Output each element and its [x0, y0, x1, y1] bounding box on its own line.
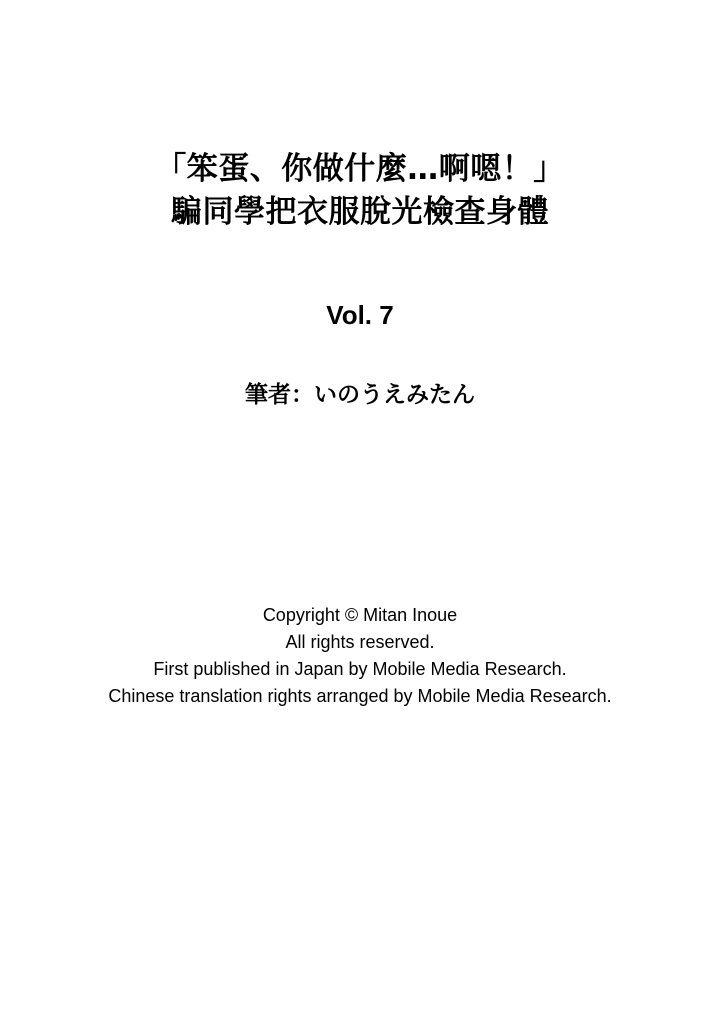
copyright-line-1: Copyright © Mitan Inoue [262, 605, 458, 625]
title-line-1: 「笨蛋、你做什麼…啊嗯！」 [155, 151, 565, 187]
title-line-2: 騙同學把衣服脫光檢查身體 [171, 194, 549, 230]
volume-label: Vol. 7 [326, 300, 394, 330]
copyright-block [0, 602, 720, 710]
title-block [0, 148, 720, 234]
copyright-line-2: All rights reserved. [285, 632, 435, 652]
copyright-line-3: First published in Japan by Mobile Media Research. [153, 659, 567, 679]
author-label: 筆者：いのうえみたん [245, 382, 475, 408]
copyright-line-4: Chinese translation rights arranged by Mobile Media Research. [108, 686, 612, 706]
